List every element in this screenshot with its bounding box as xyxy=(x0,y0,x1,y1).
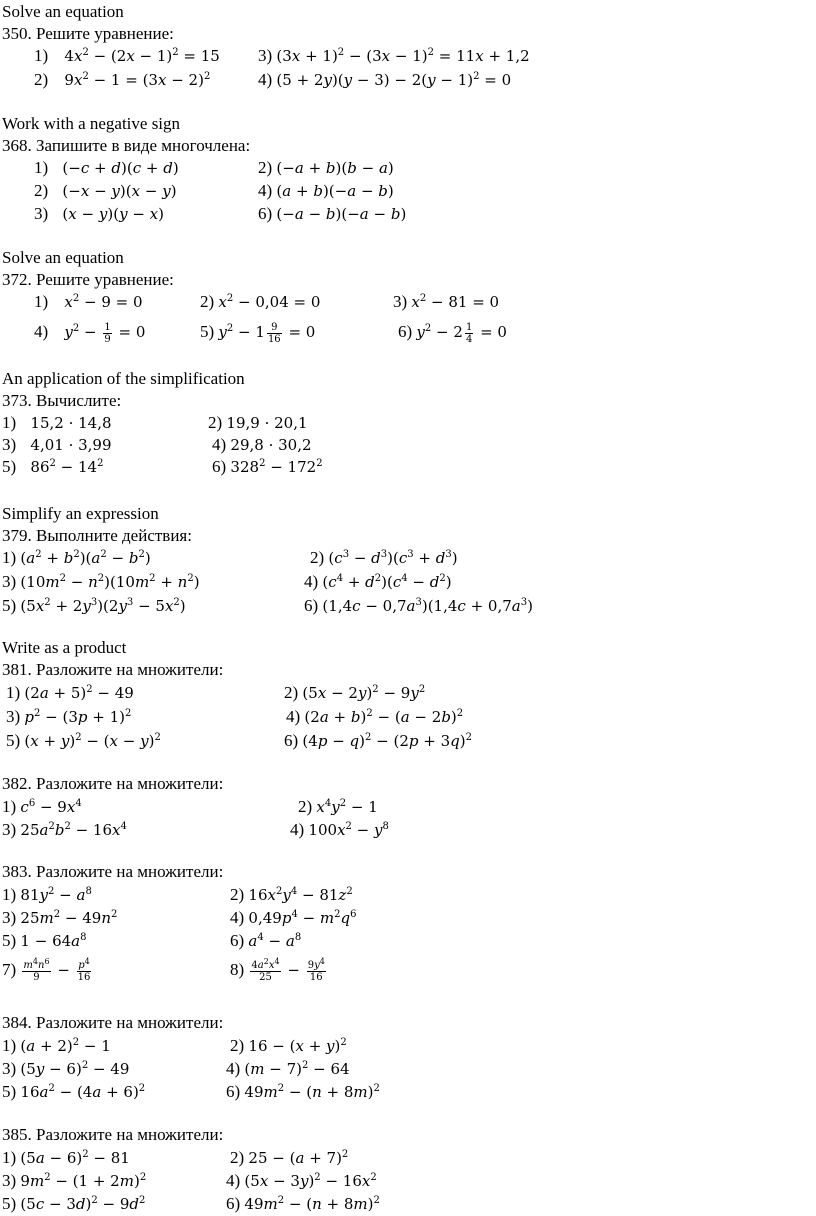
task-373-title: 373. Вычислите: xyxy=(2,391,122,410)
problem-384-2: 2) $16 - (x + y)^2$ xyxy=(230,1036,347,1055)
problem-381-5: 5) $(x + y)^2 - (x - y)^2$ xyxy=(6,731,161,750)
task-372-title: 372. Решите уравнение: xyxy=(2,270,174,289)
problem-373-4: 4) 29,8 · 30,2 xyxy=(212,435,312,454)
problem-368-4: 4) (a + b)(−a − b) xyxy=(258,181,394,200)
problem-381-4: 4) $(2a + b)^2 - (a - 2b)^2$ xyxy=(286,707,464,726)
problem-383-2: 2) $16x^2y^4 - 81z^2$ xyxy=(230,885,353,904)
problem-379-5: 5) $(5x^2 + 2y^3)(2y^3 - 5x^2)$ xyxy=(2,596,186,615)
problem-382-1: 1) $c^6 - 9x^4$ xyxy=(2,797,82,816)
problem-385-1: 1) $(5a - 6)^2 - 81$ xyxy=(2,1148,130,1167)
section-350-heading: Solve an equation xyxy=(2,2,124,21)
task-382-title: 382. Разложите на множители: xyxy=(2,774,224,793)
problem-373-5: 5) $86^2 - 14^2$ xyxy=(2,457,104,476)
problem-381-6: 6) $(4p - q)^2 - (2p + 3q)^2$ xyxy=(284,731,472,750)
problem-368-6: 6) (−a − b)(−a − b) xyxy=(258,204,407,223)
problem-372-5: 5) $y^2 - 1$ $\frac{9}{16}$ = 0 xyxy=(200,321,316,345)
problem-385-2: 2) $25 - (a + 7)^2$ xyxy=(230,1148,349,1167)
section-368-heading: Work with a negative sign xyxy=(2,114,181,133)
problem-379-2: 2) $(c^3 - d^3)(c^3 + d^3)$ xyxy=(310,548,458,567)
problem-383-5: 5) $1 - 64a^8$ xyxy=(2,931,87,950)
problem-368-3: 3) (x − y)(y − x) xyxy=(34,204,164,223)
problem-373-6: 6) $328^2 - 172^2$ xyxy=(212,457,323,476)
problem-379-6: 6) $(1,4c - 0,7a^3)(1,4c + 0,7a^3)$ xyxy=(304,596,533,615)
problem-379-1: 1) $(a^2 + b^2)(a^2 - b^2)$ xyxy=(2,548,151,567)
problem-383-8: 8) $\frac{4a^2x^4}{25}$ − $\frac{9y^4}{16}$ xyxy=(230,956,325,983)
section-372-heading: Solve an equation xyxy=(2,248,124,267)
problem-385-6: 6) $49m^2 - (n + 8m)^2$ xyxy=(226,1194,380,1213)
task-385-title: 385. Разложите на множители: xyxy=(2,1125,224,1144)
problem-368-1: 1) (−c + d)(c + d) xyxy=(34,158,179,177)
problem-381-1: 1) $(2a + 5)^2 - 49$ xyxy=(6,683,134,702)
problem-384-6: 6) $49m^2 - (n + 8m)^2$ xyxy=(226,1082,380,1101)
problem-384-5: 5) $16a^2 - (4a + 6)^2$ xyxy=(2,1082,146,1101)
task-384-title: 384. Разложите на множители: xyxy=(2,1013,224,1032)
problem-372-1: 1) $x^2 - 9 = 0$ xyxy=(34,292,143,311)
problem-373-2: 2) 19,9 · 20,1 xyxy=(208,413,308,432)
problem-385-4: 4) $(5x - 3y)^2 - 16x^2$ xyxy=(226,1171,377,1190)
problem-381-2: 2) $(5x - 2y)^2 - 9y^2$ xyxy=(284,683,426,702)
task-350-title: 350. Решите уравнение: xyxy=(2,24,174,43)
problem-368-2b: 2) (−x − y)(x − y) xyxy=(34,181,177,200)
problem-383-6: 6) $a^4 - a^8$ xyxy=(230,931,302,950)
problem-384-1: 1) $(a + 2)^2 - 1$ xyxy=(2,1036,111,1055)
problem-383-3: 3) $25m^2 - 49n^2$ xyxy=(2,908,118,927)
problem-350-4: 4) $(5 + 2y)(y - 3) - 2(y - 1)^2 = 0$ xyxy=(258,70,512,89)
problem-383-7: 7) $\frac{m^4n^6}{9}$ − $\frac{p^4}{16}$ xyxy=(2,956,91,983)
problem-382-3: 3) $25a^2b^2 - 16x^4$ xyxy=(2,820,127,839)
section-379-heading: Simplify an expression xyxy=(2,504,159,523)
problem-350-1: 1) $4x^2 - (2x - 1)^2 = 15$ xyxy=(34,46,220,65)
problem-385-3: 3) $9m^2 - (1 + 2m)^2$ xyxy=(2,1171,147,1190)
problem-384-4: 4) $(m - 7)^2 - 64$ xyxy=(226,1059,350,1078)
problem-372-4: 4) $y^2$ − $\frac{1}{9}$ = 0 xyxy=(34,321,146,345)
problem-379-3: 3) $(10m^2 - n^2)(10m^2 + n^2)$ xyxy=(2,572,200,591)
problem-383-4: 4) $0,49p^4 - m^2q^6$ xyxy=(230,908,357,927)
problem-381-3: 3) $p^2 - (3p + 1)^2$ xyxy=(6,707,132,726)
task-383-title: 383. Разложите на множители: xyxy=(2,862,224,881)
task-381-title: 381. Разложите на множители: xyxy=(2,660,224,679)
task-368-title: 368. Запишите в виде многочлена: xyxy=(2,136,251,155)
problem-373-1: 1) 15,2 · 14,8 xyxy=(2,413,112,432)
problem-385-5: 5) $(5c - 3d)^2 - 9d^2$ xyxy=(2,1194,146,1213)
problem-372-3: 3) $x^2 - 81 = 0$ xyxy=(393,292,500,311)
problem-372-6: 6) $y^2 - 2$ $\frac{1}{4}$ = 0 xyxy=(398,321,507,345)
problem-372-2: 2) $x^2 - 0,04 = 0$ xyxy=(200,292,321,311)
problem-384-3: 3) $(5y - 6)^2 - 49$ xyxy=(2,1059,130,1078)
problem-350-2: 2) $9x^2 - 1 = (3x - 2)^2$ xyxy=(34,70,211,89)
problem-373-3: 3) 4,01 · 3,99 xyxy=(2,435,112,454)
problem-379-4: 4) $(c^4 + d^2)(c^4 - d^2)$ xyxy=(304,572,452,591)
problem-350-3: 3) $(3x + 1)^2 - (3x - 1)^2 = 11x + 1,2$ xyxy=(258,46,530,65)
section-381-heading: Write as a product xyxy=(2,638,127,657)
task-379-title: 379. Выполните действия: xyxy=(2,526,192,545)
problem-368-2: 2) (−a + b)(b − a) xyxy=(258,158,394,177)
section-373-heading: An application of the simplification xyxy=(2,369,245,388)
problem-382-4: 4) $100x^2 - y^8$ xyxy=(290,820,389,839)
problem-382-2: 2) $x^4y^2 - 1$ xyxy=(298,797,378,816)
problem-383-1: 1) $81y^2 - a^8$ xyxy=(2,885,92,904)
